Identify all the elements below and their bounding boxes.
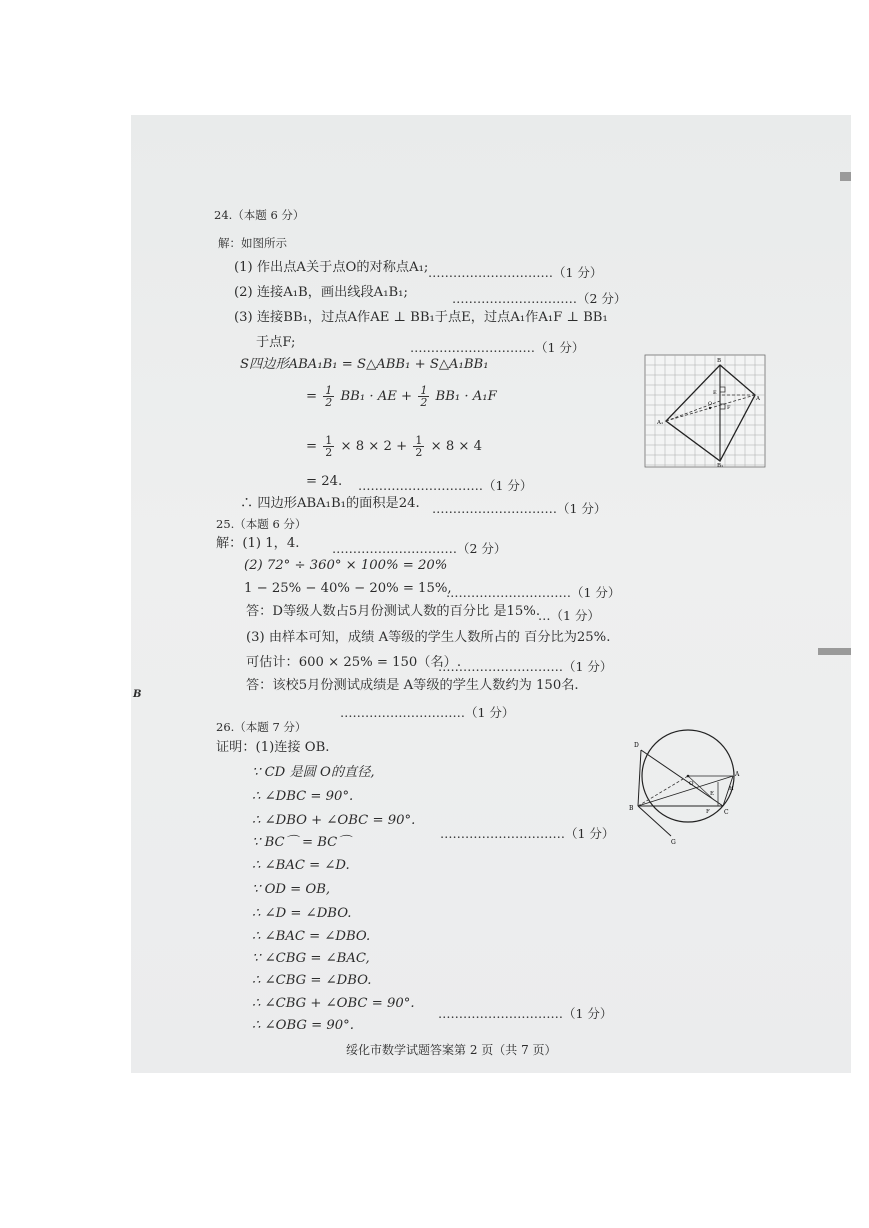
label-F: F (706, 809, 710, 815)
quadrilateral-grid-figure (644, 354, 766, 468)
q25-line3: 1 − 25% − 40% − 20% = 15%, (244, 581, 452, 596)
label-A1: A₁ (657, 420, 664, 426)
q25-line5: (3) 由样本可知，成绩 A等级的学生人数所占的 百分比为25%. (246, 630, 611, 645)
q25-header: 25.（本题 6 分） (216, 517, 307, 531)
q26-line2: ∴ ∠DBC = 90°. (252, 789, 354, 804)
margin-letter: B (133, 689, 142, 700)
score-dots: …………………………（1 分） (446, 585, 621, 600)
q24-eq-line2: = $\frac{1}{2}$ BB₁ · AE + $\frac{1}{2}$ BB₁ · A₁F (306, 384, 497, 409)
score-dots: …………………………（1 分） (340, 705, 515, 720)
q26-line10: ∴ ∠CBG = ∠DBO. (252, 973, 372, 988)
score-dots: …………………………（2 分） (332, 541, 507, 556)
q24-solution-label: 解：如图所示 (218, 236, 287, 250)
score-dots: …………………………（1 分） (432, 501, 607, 516)
q26-line5: ∴ ∠BAC = ∠D. (252, 858, 350, 873)
label-O: O (708, 401, 713, 407)
page-edge-mark (818, 648, 851, 655)
q24-step3: (3) 连接BB₁，过点A作AE ⊥ BB₁于点E，过点A₁作A₁F ⊥ BB₁ (234, 310, 608, 325)
q25-line7: 答：该校5月份测试成绩是 A等级的学生人数约为 150名. (246, 678, 579, 693)
score-dots: …………………………（1 分） (438, 1006, 613, 1021)
q24-step2: (2) 连接A₁B，画出线段A₁B₁; (234, 285, 408, 300)
label-H: H (729, 786, 734, 792)
label-B: B (717, 358, 722, 364)
label-O: O (689, 781, 694, 787)
q26-line4: ∵ BC⌒ = BC⌒ (252, 835, 351, 850)
q26-line6: ∵ OD = OB, (252, 882, 331, 897)
q26-header: 26.（本题 7 分） (216, 720, 307, 734)
q26-line7: ∴ ∠D = ∠DBO. (252, 906, 352, 921)
q26-line0: 证明：(1)连接 OB. (216, 740, 330, 755)
score-dots: …………………………（1 分） (358, 478, 533, 493)
score-dots: …………………………（1 分） (440, 826, 615, 841)
q26-line1: ∵ CD 是圆 O的直径, (252, 765, 375, 780)
q25-line1: 解：(1) 1，4. (216, 536, 300, 551)
score-dots: …………………………（1 分） (428, 265, 603, 280)
score-dots: …………………………（1 分） (410, 340, 585, 355)
q26-line12: ∴ ∠OBG = 90°. (252, 1018, 354, 1033)
label-B: B (629, 805, 634, 812)
q24-eq-line4: = 24. (306, 474, 343, 489)
q25-line2: (2) 72° ÷ 360° × 100% = 20% (244, 558, 448, 573)
label-A: A (756, 396, 760, 402)
score-label: …（1 分） (538, 608, 600, 623)
label-F: F (727, 405, 731, 411)
page-footer: 绥化市数学试题答案第 2 页（共 7 页） (346, 1043, 557, 1057)
label-A: A (735, 771, 740, 778)
q24-header: 24.（本题 6 分） (214, 208, 305, 222)
q24-step3-cont: 于点F; (256, 335, 296, 350)
label-E: E (713, 390, 717, 396)
q26-line3: ∴ ∠DBO + ∠OBC = 90°. (252, 813, 416, 828)
q25-line6: 可估计：600 × 25% = 150（名）. (246, 655, 462, 670)
q24-conclusion: ∴ 四边形ABA₁B₁的面积是24. (240, 496, 420, 511)
label-B1: B₁ (717, 463, 724, 468)
score-dots: …………………………（1 分） (438, 659, 613, 674)
label-C: C (724, 809, 729, 816)
label-G: G (671, 839, 676, 846)
q26-line8: ∴ ∠BAC = ∠DBO. (252, 929, 371, 944)
score-dots: …………………………（2 分） (452, 291, 627, 306)
q26-line11: ∴ ∠CBG + ∠OBC = 90°. (252, 996, 415, 1011)
label-D: D (634, 742, 639, 749)
circle-figure (626, 728, 748, 846)
q26-line9: ∵ ∠CBG = ∠BAC, (252, 951, 370, 966)
q25-line4: 答：D等级人数占5月份测试人数的百分比 是15%. (246, 604, 541, 619)
label-E: E (710, 791, 715, 797)
q24-step1: (1) 作出点A关于点O的对称点A₁; (234, 260, 429, 275)
q24-eq-line3: = $\frac{1}{2}$ × 8 × 2 + $\frac{1}{2}$ × 8 × 4 (306, 434, 483, 459)
q24-area-formula: S四边形ABA₁B₁ = S△ABB₁ + S△A₁BB₁ (240, 357, 489, 372)
page-edge-mark (840, 172, 851, 181)
